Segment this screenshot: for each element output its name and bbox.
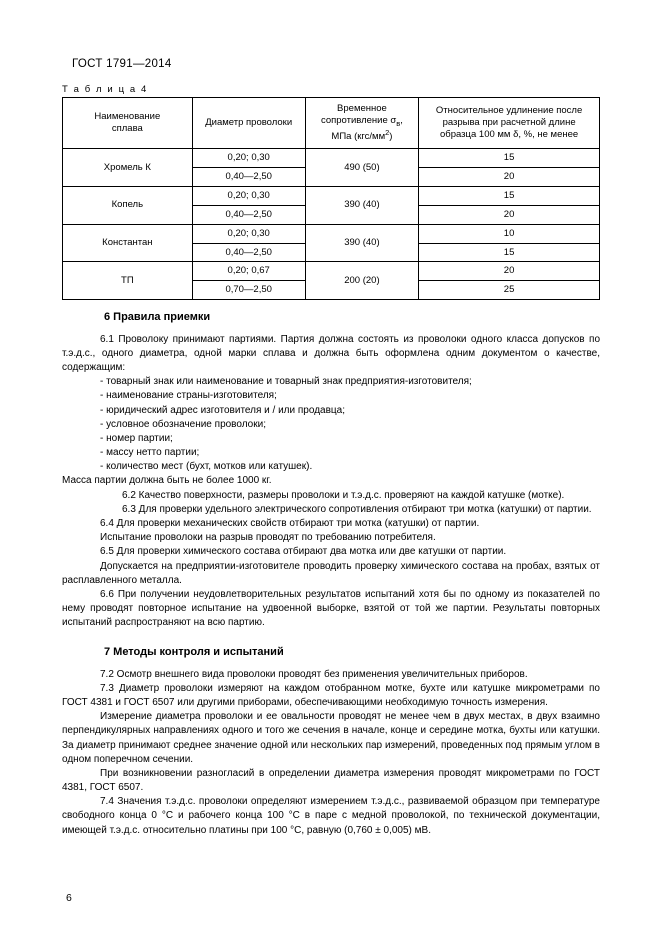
paragraph-6-3: 6.3 Для проверки удельного электрического сопротивления отбирают три мотка (катушки) от партии. <box>122 503 592 515</box>
resistance-sup: 2 <box>385 128 390 138</box>
paragraph-diameter-measure: Измерение диаметра проволоки и ее овальности проводят не менее чем в двух местах, в двух взаимно перпендикулярных направлениях одного и того же сечения в начале, конце и середине мотка, бухты или катушки. За диаметр принимают среднее значение одной или нескольких пар измерений, проведенных под прямым углом в одном поперечном сечении. <box>62 711 600 765</box>
table-row <box>63 149 600 168</box>
table-row <box>63 224 600 243</box>
cell-elongation: 25 <box>419 281 600 300</box>
cell-elongation: 20 <box>419 168 600 187</box>
list-item: - юридический адрес изготовителя и / или продавца; <box>100 404 345 416</box>
paragraph-disagreement: При возникновении разногласий в определении диаметра измерения проводят микрометрами по ГОСТ 4381, ГОСТ 6507. <box>62 767 600 794</box>
cell-elongation: 15 <box>419 149 600 168</box>
list-item: - условное обозначение проволоки; <box>100 418 266 430</box>
cell-resistance: 390 (40) <box>305 186 419 224</box>
list-item: - товарный знак или наименование и товарный знак предприятия-изготовителя; <box>100 376 472 388</box>
cell-elongation: 20 <box>419 205 600 224</box>
resistance-line3 <box>331 128 393 143</box>
cell-elongation: 10 <box>419 224 600 243</box>
cell-resistance: 200 (20) <box>305 262 419 300</box>
cell-diameter: 0,70—2,50 <box>192 281 305 300</box>
resistance-line2 <box>321 115 403 126</box>
column-header-alloy-line1: Наименование <box>94 111 161 123</box>
paragraph-mass-limit: Масса партии должна быть не более 1000 кг. <box>62 475 272 487</box>
cell-diameter: 0,40—2,50 <box>192 205 305 224</box>
section-6-title: 6 Правила приемки <box>104 311 211 323</box>
cell-diameter: 0,20; 0,30 <box>192 186 305 205</box>
column-header-resistance <box>305 98 419 149</box>
column-header-diameter: Диаметр проволоки <box>192 98 305 149</box>
resistance-line2-end: , <box>400 114 403 126</box>
cell-diameter: 0,20; 0,30 <box>192 224 305 243</box>
list-item: - количество мест (бухт, мотков или катушек). <box>100 461 313 473</box>
paragraph-7-3: 7.3 Диаметр проволоки измеряют на каждом отобранном мотке, бухте или катушке микрометрами по ГОСТ 4381 и ГОСТ 6507 или другими приборами, обеспечивающими необходимую точность измерения. <box>62 682 600 708</box>
cell-diameter: 0,20; 0,30 <box>192 149 305 168</box>
elongation-line3: образца 100 мм δ, %, не менее <box>440 129 579 141</box>
cell-alloy: Константан <box>63 224 193 262</box>
paragraph-7-2: 7.2 Осмотр внешнего вида проволоки проводят без применения увеличительных приборов. <box>100 668 528 680</box>
cell-resistance: 490 (50) <box>305 149 419 187</box>
paragraph-7-4: 7.4 Значения т.э.д.с. проволоки определяют измерением т.э.д.с., развиваемой образцом при температуре свободного конца 0 °С и рабочего конца 100 °С в паре с медной проволокой, по технической документации, имеющей т.э.д.с. относительно платины при 100 °С, равную (0,760 ± 0,005) мВ. <box>62 796 600 836</box>
paragraph-6-6: 6.6 При получении неудовлетворительных результатов испытаний хотя бы по одному из показателей по нему проводят повторное испытание на удвоенной выборке, взятой от той же партии. Результаты повторных испытаний распространяют на всю партию. <box>62 588 600 629</box>
column-header-alloy <box>63 98 193 149</box>
table-header <box>63 98 600 149</box>
paragraph-6-2: 6.2 Качество поверхности, размеры проволоки и т.э.д.с. проверяют на каждой катушке (мотке). <box>122 489 565 501</box>
list-item: - массу нетто партии; <box>100 447 200 459</box>
column-header-elongation <box>419 98 600 149</box>
paragraph-6-1: 6.1 Проволоку принимают партиями. Партия должна состоять из проволоки одного класса допусков по т.э.д.с., одного диаметра, одной марки сплава и должна быть оформлена одним документом о качестве, содержащим: <box>62 333 600 373</box>
specification-table <box>62 97 600 300</box>
cell-elongation: 20 <box>419 262 600 281</box>
resistance-sub: в <box>396 118 401 128</box>
cell-elongation: 15 <box>419 186 600 205</box>
cell-alloy: Копель <box>63 186 193 224</box>
list-item: - номер партии; <box>100 432 173 444</box>
cell-elongation: 15 <box>419 243 600 262</box>
paragraph-6-5: 6.5 Для проверки химического состава отбирают два мотка или две катушки от партии. <box>100 546 507 558</box>
standard-designation: ГОСТ 1791—2014 <box>72 58 172 70</box>
cell-diameter: 0,40—2,50 <box>192 168 305 187</box>
table-row <box>63 186 600 205</box>
cell-alloy: Хромель К <box>63 149 193 187</box>
cell-resistance: 390 (40) <box>305 224 419 262</box>
table-body <box>63 149 600 300</box>
paragraph-chem-sample: Допускается на предприятии-изготовителе проводить проверку химического состава на пробах, взятых от расплавленного металла. <box>62 560 600 586</box>
cell-diameter: 0,20; 0,67 <box>192 262 305 281</box>
table-row <box>63 262 600 281</box>
cell-diameter: 0,40—2,50 <box>192 243 305 262</box>
list-item: - наименование страны-изготовителя; <box>100 390 277 402</box>
paragraph-tensile-test: Испытание проволоки на разрыв проводят по требованию потребителя. <box>100 532 436 544</box>
table-header-row <box>63 98 600 149</box>
resistance-line1: Временное <box>337 103 387 114</box>
cell-alloy: ТП <box>63 262 193 300</box>
column-header-alloy-line2: сплава <box>111 123 143 135</box>
section-7-title: 7 Методы контроля и испытаний <box>104 646 284 658</box>
section-6 <box>62 310 600 631</box>
resistance-line2-text: сопротивление σ <box>320 114 397 126</box>
resistance-line3-text: МПа (кгс/мм <box>331 131 386 143</box>
page-number: 6 <box>66 892 72 904</box>
section-7 <box>62 645 600 838</box>
elongation-line2: разрыва при расчетной длине <box>442 117 576 129</box>
table-caption: Т а б л и ц а 4 <box>62 84 148 95</box>
resistance-line3-end: ) <box>389 131 393 143</box>
elongation-line1: Относительное удлинение после <box>435 105 583 117</box>
paragraph-6-4: 6.4 Для проверки механических свойств отбирают три мотка (катушки) от партии. <box>100 518 480 530</box>
